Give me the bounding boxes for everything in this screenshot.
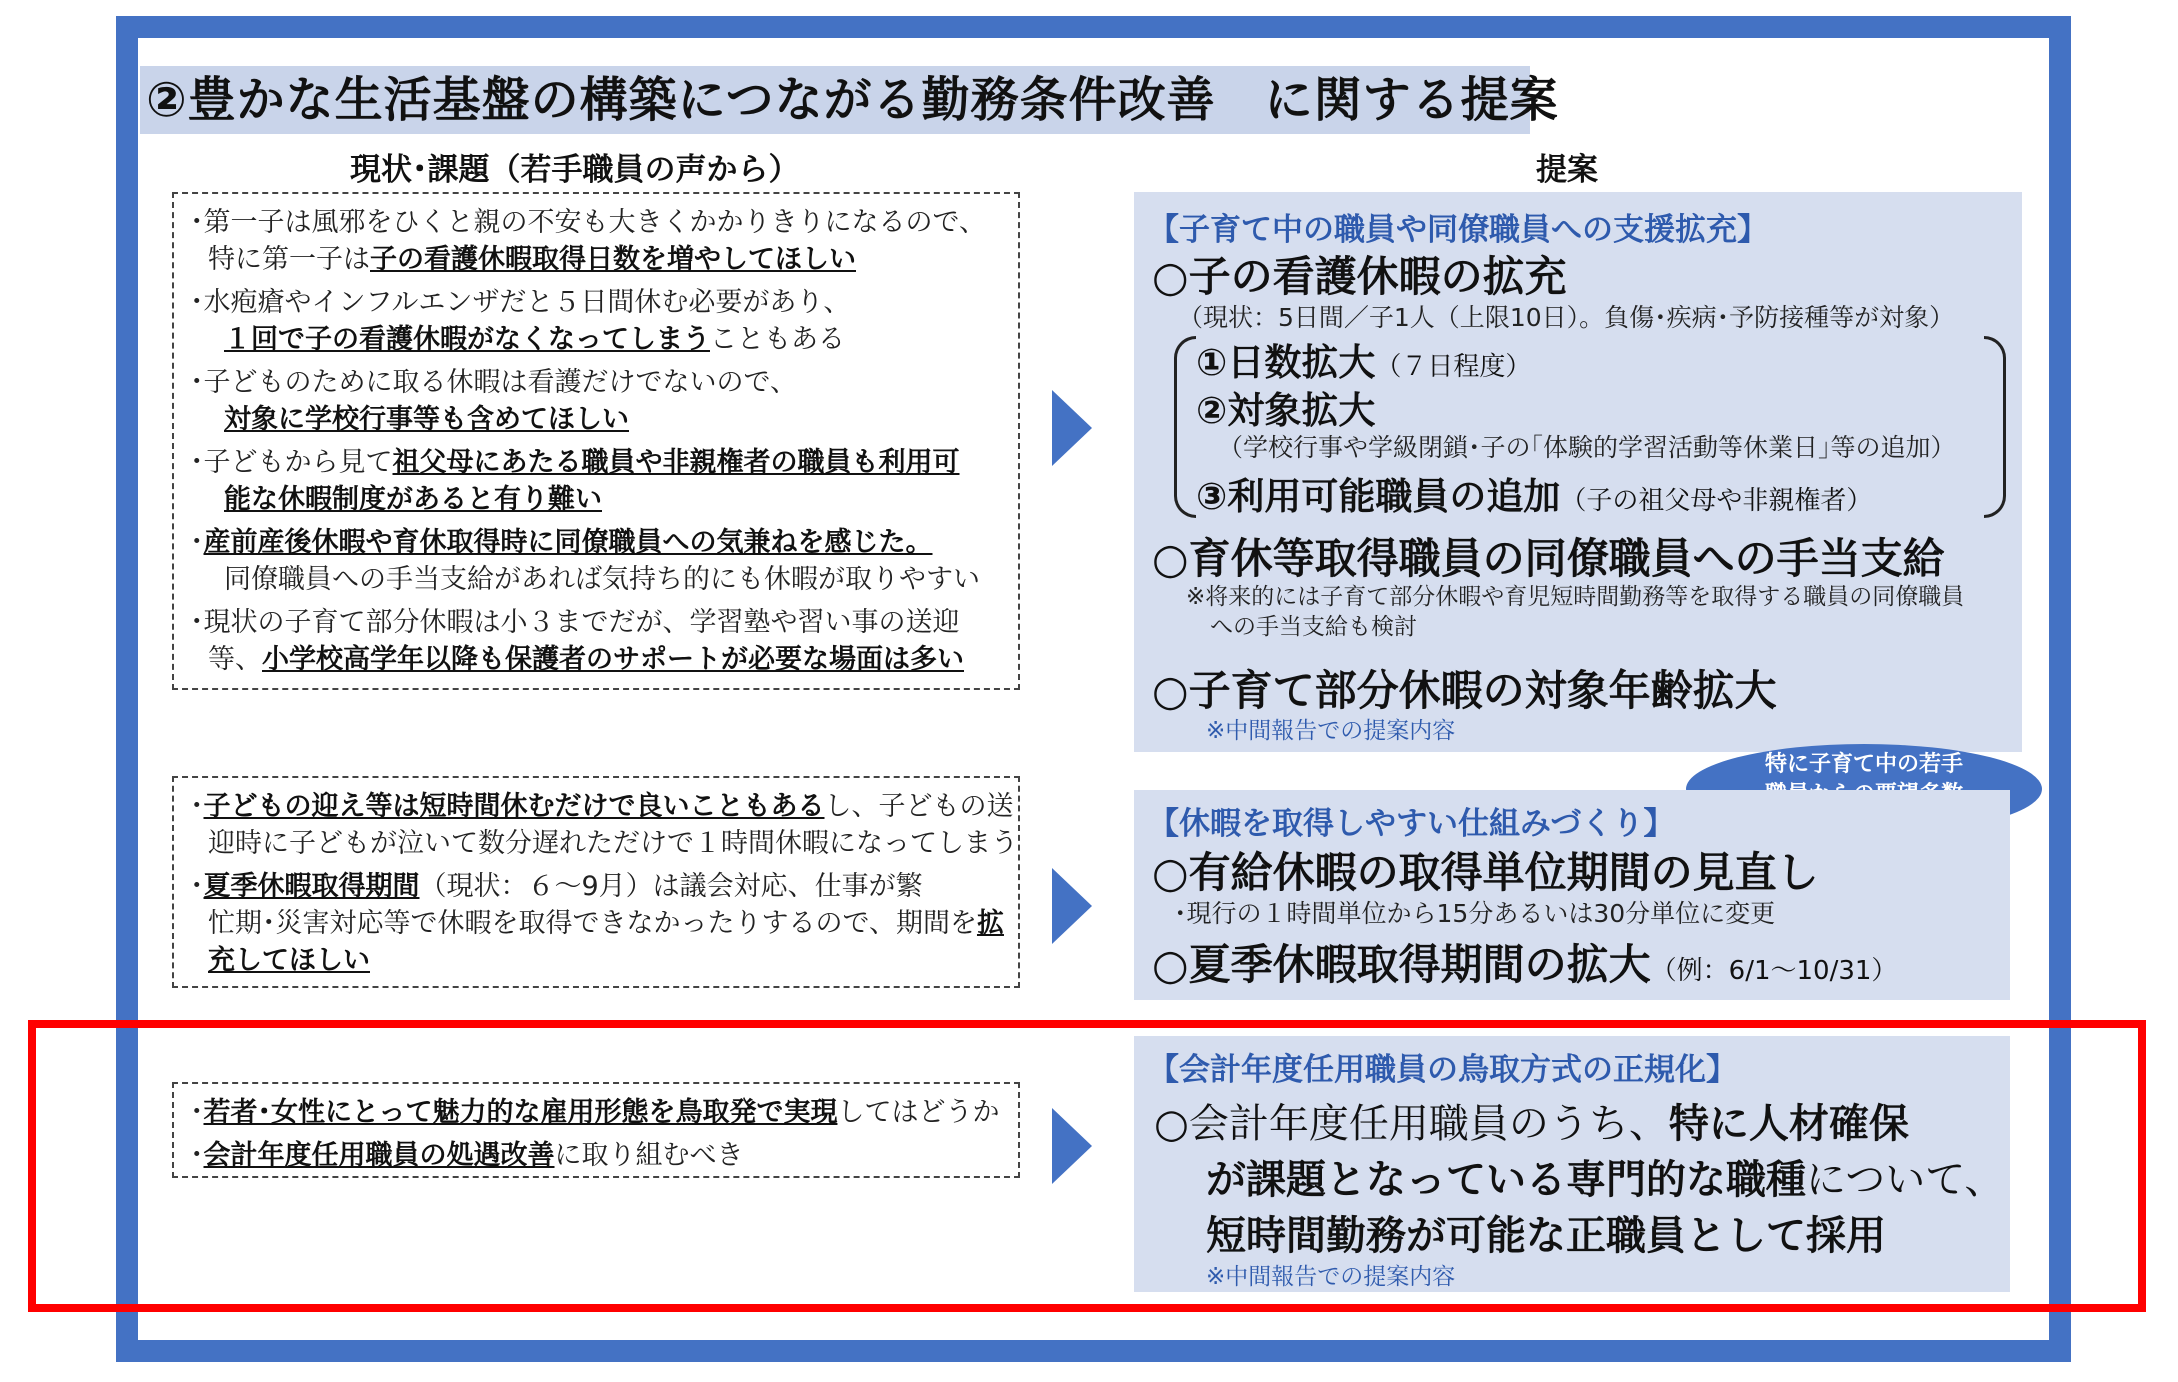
proposal-item: 短時間勤務が可能な正職員として採用 <box>1206 1213 1886 1259</box>
voice-item: ･子どもから見て祖父母にあたる職員や非親権者の職員も利用可 能な休暇制度があると有り難い <box>190 447 960 515</box>
proposal-note: （現状：5日間／子1人（上限10日）。負傷･疾病･予防接種等が対象） <box>1178 303 1955 332</box>
proposal-subitem: ③利用可能職員の追加（子の祖父母や非親権者） <box>1196 475 1873 518</box>
proposal-item: ○会計年度任用職員のうち、特に人材確保 <box>1154 1101 1909 1147</box>
highlight-frame <box>28 1020 2146 1312</box>
voice-item: ･水疱瘡やインフルエンザだと５日間休む必要があり、 １回で子の看護休暇がなくなってしまうこともある <box>190 287 851 355</box>
proposal-item: ○有給休暇の取得単位期間の見直し <box>1152 848 1819 897</box>
proposal-note: ※中間報告での提案内容 <box>1206 718 1456 744</box>
proposal-item: ○子の看護休暇の拡充 <box>1152 252 1567 301</box>
voices-box-childcare <box>172 192 1020 690</box>
voice-item: ･夏季休暇取得期間（現状：６～9月）は議会対応、仕事が繁 忙期･災害対応等で休暇を取得できなかったりするので、期間を拡 充してほしい <box>190 871 1004 976</box>
proposal-heading: 【休暇を取得しやすい仕組みづくり】 <box>1148 806 1675 842</box>
proposal-subitem: ①日数拡大（７日程度） <box>1196 341 1532 384</box>
proposal-note: への手当支給も検討 <box>1210 614 1417 640</box>
bracket-left <box>1174 336 1196 518</box>
proposal-note: ※将来的には子育て部分休暇や育児短時間勤務等を取得する職員の同僚職員 <box>1186 584 1965 610</box>
page-title: ②豊かな生活基盤の構築につながる勤務条件改善 に関する提案 <box>146 72 1559 128</box>
arrow-right-icon <box>1052 868 1092 944</box>
bracket-right <box>1984 336 2006 518</box>
proposal-item: ○育休等取得職員の同僚職員への手当支給 <box>1152 534 1945 583</box>
left-column-heading: 現状･課題（若手職員の声から） <box>350 152 800 188</box>
voice-item: ･現状の子育て部分休暇は小３までだが、学習塾や習い事の送迎 等、小学校高学年以降も保護者のサポートが必要な場面は多い <box>190 607 964 675</box>
voice-item: ･会計年度任用職員の処遇改善に取り組むべき <box>190 1140 744 1171</box>
proposal-box-childcare <box>1134 192 2022 752</box>
voice-item: ･若者･女性にとって魅力的な雇用形態を鳥取発で実現してはどうか <box>190 1097 1000 1128</box>
right-column-heading: 提案 <box>1536 152 1598 188</box>
arrow-right-icon <box>1052 390 1092 466</box>
proposal-item: が課題となっている専門的な職種について、 <box>1206 1157 2005 1203</box>
proposal-note: （学校行事や学級閉鎖･子の｢体験的学習活動等休業日｣等の追加） <box>1218 433 1956 462</box>
proposal-item: ○夏季休暇取得期間の拡大（例：6/1～10/31） <box>1152 940 1898 989</box>
proposal-note: ･現行の１時間単位から15分あるいは30分単位に変更 <box>1174 899 1776 928</box>
proposal-item: ○子育て部分休暇の対象年齢拡大 <box>1152 666 1777 715</box>
callout-text: 特に子育て中の若手 <box>1764 752 1963 777</box>
proposal-heading: 【子育て中の職員や同僚職員への支援拡充】 <box>1148 212 1768 248</box>
proposal-box-leave <box>1134 790 2010 1000</box>
proposal-note: ※中間報告での提案内容 <box>1206 1264 1456 1290</box>
voice-item: ･子どものために取る休暇は看護だけでないので、 対象に学校行事等も含めてほしい <box>190 367 797 435</box>
voices-box-leave <box>172 776 1020 988</box>
voice-item: ･子どもの迎え等は短時間休むだけで良いこともあるし、子どもの送 迎時に子どもが泣いて数分遅れただけで１時間休暇になってしまう <box>190 791 1018 859</box>
proposal-subitem: ②対象拡大 <box>1196 389 1376 432</box>
proposal-heading: 【会計年度任用職員の鳥取方式の正規化】 <box>1148 1052 1737 1088</box>
voice-item: ･第一子は風邪をひくと親の不安も大きくかかりきりになるので、 特に第一子は子の看護休暇取得日数を増やしてほしい <box>190 207 986 275</box>
voice-item: ･産前産後休暇や育休取得時に同僚職員への気兼ねを感じた。 同僚職員への手当支給があれば気持ち的にも休暇が取りやすい <box>190 527 980 595</box>
